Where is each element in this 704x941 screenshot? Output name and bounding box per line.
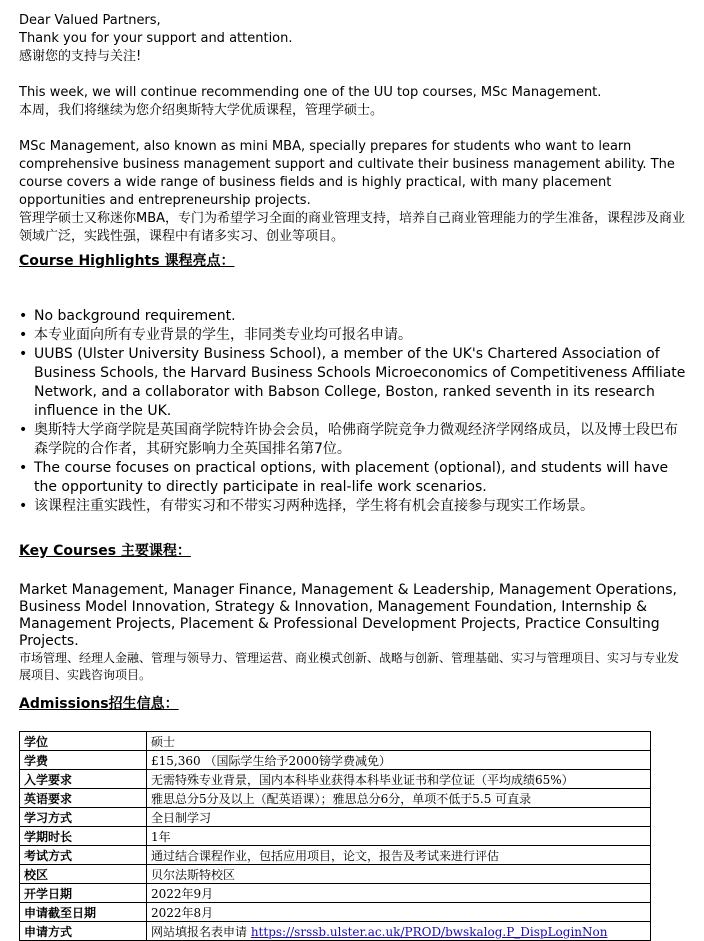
table-row <box>20 732 651 751</box>
highlights-list <box>19 307 689 516</box>
table-value: £15,360 （国际学生给予2000镑学费减免） <box>147 751 651 770</box>
greeting <box>19 12 689 66</box>
table-key: 入学要求 <box>20 770 147 789</box>
description-en: MSc Management, also known as mini MBA, specially prepares for students who want to learn comprehensive business management support and cultivate their business management ability. The course covers a wide range of business fields and is highly practical, with many placement opportunities and entrepreneurship projects. <box>19 139 675 208</box>
key-courses <box>19 582 689 684</box>
greeting-line: 感谢您的支持与关注! <box>19 49 142 64</box>
table-value: 无需特殊专业背景，国内本科毕业获得本科毕业证书和学位证（平均成绩65%） <box>147 770 651 789</box>
intro <box>19 84 689 120</box>
table-row <box>20 808 651 827</box>
table-key: 学习方式 <box>20 808 147 827</box>
table-value: 2022年8月 <box>147 903 651 922</box>
description <box>19 138 689 246</box>
intro-en: This week, we will continue recommending one of the UU top courses, MSc Management. <box>19 85 602 100</box>
list-item: • 本专业面向所有专业背景的学生，非同类专业均可报名申请。 <box>34 326 689 345</box>
list-item: • 该课程注重实践性，有带实习和不带实习两种选择，学生将有机会直接参与现实工作场景。 <box>34 497 689 516</box>
key-courses-en: Market Management, Manager Finance, Management & Leadership, Management Operations, Business Model Innovation, Strategy & Innovation, Management Foundation, Internship & Management Projects, Placement & Professional Development Projects, Practice Consulting Projects. <box>19 582 677 649</box>
table-value: 硕士 <box>147 732 651 751</box>
highlights-heading: Course Highlights 课程亮点： <box>19 253 235 269</box>
list-item: • 奥斯特大学商学院是英国商学院特许协会会员，哈佛商学院竞争力微观经济学网络成员，以及博士段巴布森学院的合作者，其研究影响力全英国排名第7位。 <box>34 421 689 459</box>
table-row <box>20 922 651 941</box>
table-key: 开学日期 <box>20 884 147 903</box>
table-value: 1年 <box>147 827 651 846</box>
table-value: 2022年9月 <box>147 884 651 903</box>
list-item: • UUBS (Ulster University Business School), a member of the UK's Chartered Association of Business Schools, the Harvard Business Schools Microeconomics of Competitiveness Affiliate Network, and a collaborator with Babson College, Boston, ranked seventh in its research influence in the UK. <box>34 345 689 421</box>
table-key: 校区 <box>20 865 147 884</box>
table-value: 贝尔法斯特校区 <box>147 865 651 884</box>
greeting-line: Thank you for your support and attention. <box>19 31 293 46</box>
description-zh: 管理学硕士又称迷你MBA，专门为希望学习全面的商业管理支持，培养自己商业管理能力的学生准备，课程涉及商业领域广泛，实践性强，课程中有诸多实习、创业等项目。 <box>19 211 686 244</box>
table-row <box>20 770 651 789</box>
table-key: 申请方式 <box>20 922 147 941</box>
table-key: 学费 <box>20 751 147 770</box>
apply-link[interactable]: https://srssb.ulster.ac.uk/PROD/bwskalog.P_DispLoginNon <box>250 924 608 939</box>
table-value <box>147 922 651 941</box>
table-key: 申请截至日期 <box>20 903 147 922</box>
table-row <box>20 884 651 903</box>
admissions-heading: Admissions招生信息： <box>19 696 179 712</box>
list-item: • No background requirement. <box>34 307 689 326</box>
table-value: 雅思总分5分及以上（配英语课）；雅思总分6分，单项不低于5.5 可直录 <box>147 789 651 808</box>
table-key: 英语要求 <box>20 789 147 808</box>
table-row <box>20 751 651 770</box>
table-value: 全日制学习 <box>147 808 651 827</box>
table-key: 学期时长 <box>20 827 147 846</box>
table-key: 学位 <box>20 732 147 751</box>
table-row <box>20 789 651 808</box>
table-key: 考试方式 <box>20 846 147 865</box>
apply-method-text: 网站填报名表申请 <box>151 924 251 939</box>
key-courses-heading: Key Courses 主要课程： <box>19 543 191 559</box>
email-body <box>19 12 689 941</box>
key-courses-zh: 市场管理、经理人金融、管理与领导力、管理运营、商业模式创新、战略与创新、管理基础、实习与管理项目、实习与专业发展项目、实践咨询项目。 <box>19 651 680 682</box>
table-row <box>20 827 651 846</box>
greeting-line: Dear Valued Partners, <box>19 13 161 28</box>
table-row <box>20 903 651 922</box>
table-value: 通过结合课程作业，包括应用项目，论文，报告及考试来进行评估 <box>147 846 651 865</box>
table-row <box>20 865 651 884</box>
list-item: • The course focuses on practical options, with placement (optional), and students will have the opportunity to directly participate in real-life work scenarios. <box>34 459 689 497</box>
intro-zh: 本周，我们将继续为您介绍奥斯特大学优质课程，管理学硕士。 <box>19 103 384 118</box>
admissions-table <box>19 731 651 941</box>
table-row <box>20 846 651 865</box>
